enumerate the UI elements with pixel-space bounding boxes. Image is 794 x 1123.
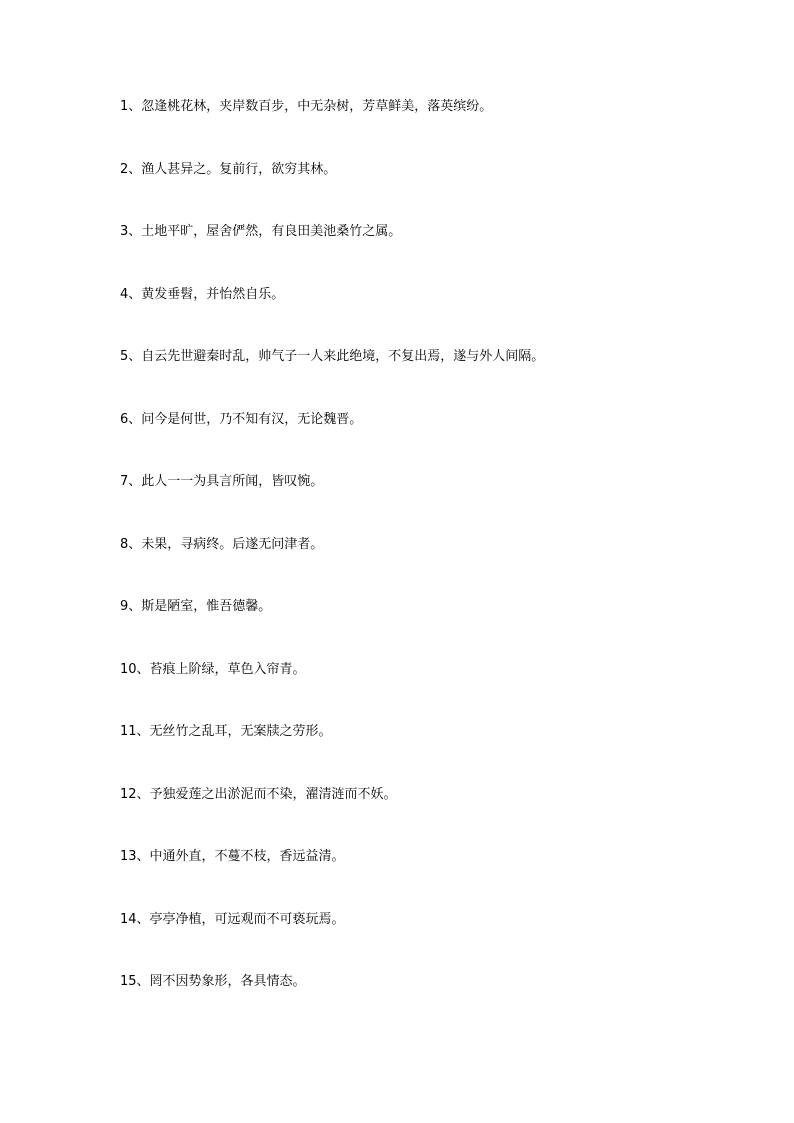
list-item: 6、问今是何世，乃不知有汉，无论魏晋。 [120,411,363,427]
list-item: 4、黄发垂髫，并怡然自乐。 [120,286,285,302]
list-item: 11、无丝竹之乱耳，无案牍之劳形。 [120,724,332,739]
list-item: 7、此人一一为具言所闻，皆叹惋。 [120,474,324,489]
sentence-list [120,97,720,1035]
list-item: 5、自云先世避秦时乱，帅气子一人来此绝境，不复出焉，遂与外人间隔。 [120,349,545,364]
list-item: 15、罔不因势象形，各具情态。 [120,974,306,989]
list-item: 2、渔人甚异之。复前行，欲穷其林。 [120,161,337,177]
list-item: 9、斯是陋室，惟吾德馨。 [120,599,272,614]
list-item: 14、亭亭净植，可远观而不可亵玩焉。 [120,911,345,927]
list-item: 8、未果，寻病终。后遂无问津者。 [120,536,324,552]
list-item: 12、予独爱莲之出淤泥而不染，濯清涟而不妖。 [120,786,397,802]
list-item: 13、中通外直，不蔓不枝，香远益清。 [120,849,345,864]
list-item: 1、忽逢桃花林，夹岸数百步，中无杂树，芳草鲜美，落英缤纷。 [120,99,493,114]
list-item: 10、苔痕上阶绿，草色入帘青。 [120,661,306,677]
list-item: 3、土地平旷，屋舍俨然，有良田美池桑竹之属。 [120,224,402,239]
